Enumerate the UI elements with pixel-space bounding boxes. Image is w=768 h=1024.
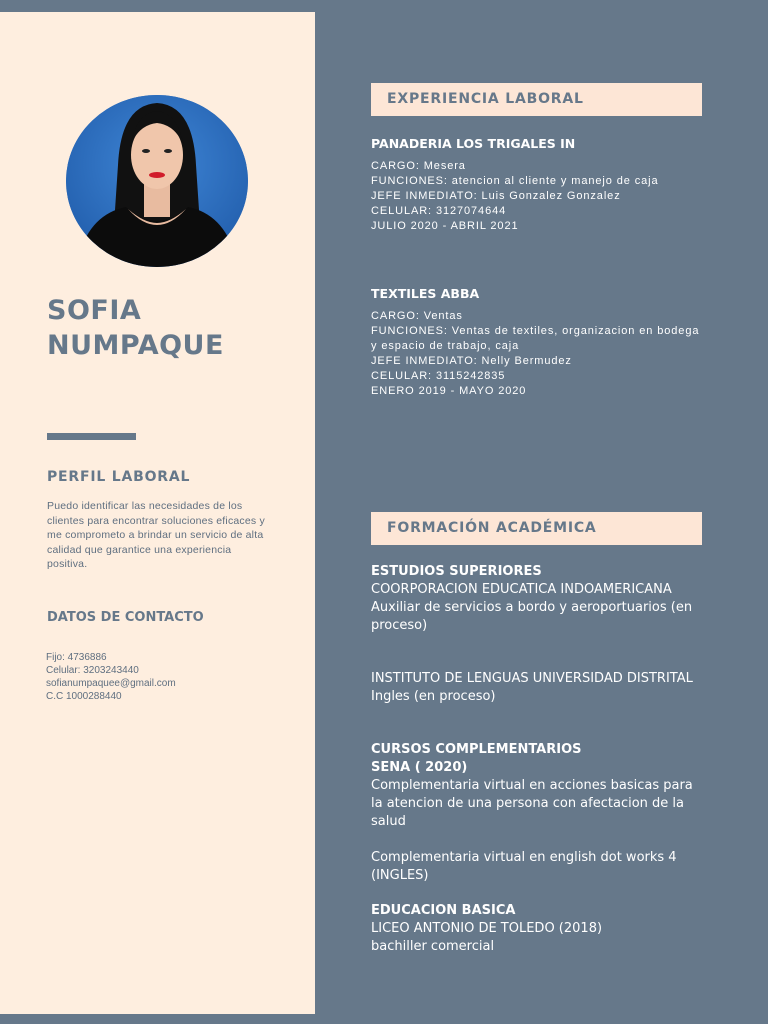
profile-text: Puedo identificar las necesidades de los clientes para encontrar soluciones eficaces y me comprometo a brindar un servicio de alta calidad que garantice una experiencia positiva. [47, 500, 265, 570]
contact-mobile: Celular: 3203243440 [46, 665, 139, 676]
contact-list [46, 651, 176, 703]
education-program: Auxiliar de servicios a bordo y aeroportuarios (en proceso) [371, 600, 693, 633]
education-institution: LICEO ANTONIO DE TOLEDO (2018) [371, 921, 603, 936]
profile-title: PERFIL LABORAL [47, 469, 191, 485]
job-phone: CELULAR: 3127074644 [371, 205, 507, 217]
education-languages [371, 670, 701, 706]
job-supervisor: JEFE INMEDIATO: Luis Gonzalez Gonzalez [371, 190, 621, 202]
experience-header: EXPERIENCIA LABORAL [371, 83, 702, 116]
job-company: PANADERIA LOS TRIGALES IN [371, 136, 576, 151]
education-courses [371, 741, 701, 885]
job-duties: FUNCIONES: atencion al cliente y manejo de caja [371, 175, 659, 187]
job-supervisor: JEFE INMEDIATO: Nelly Bermudez [371, 355, 572, 367]
job-company: TEXTILES ABBA [371, 286, 480, 301]
education-header: FORMACIÓN ACADÉMICA [371, 512, 702, 545]
education-institution: COORPORACION EDUCATICA INDOAMERICANA [371, 582, 672, 597]
job-entry [371, 135, 701, 234]
contact-email: sofianumpaquee@gmail.com [46, 678, 176, 689]
education-course: Complementaria virtual en english dot works 4 (INGLES) [371, 850, 677, 883]
education-heading: CURSOS COMPLEMENTARIOS [371, 742, 582, 757]
education-heading: ESTUDIOS SUPERIORES [371, 564, 542, 579]
education-institution: INSTITUTO DE LENGUAS UNIVERSIDAD DISTRITAL [371, 671, 693, 686]
job-phone: CELULAR: 3115242835 [371, 370, 506, 382]
education-institution: SENA ( 2020) [371, 760, 468, 775]
last-name: NUMPAQUE [47, 330, 224, 361]
contact-title: DATOS DE CONTACTO [47, 610, 204, 625]
profile-photo [66, 95, 248, 267]
job-period: JULIO 2020 - ABRIL 2021 [371, 220, 519, 232]
education-program: bachiller comercial [371, 939, 495, 954]
education-program: Ingles (en proceso) [371, 689, 496, 704]
contact-id: C.C 1000288440 [46, 691, 122, 702]
education-higher [371, 563, 701, 635]
candidate-name [47, 293, 224, 363]
job-duties: FUNCIONES: Ventas de textiles, organizacion en bodega y espacio de trabajo, caja [371, 325, 700, 352]
education-course: Complementaria virtual en acciones basicas para la atencion de una persona con afectacion de la salud [371, 778, 693, 829]
job-role: CARGO: Mesera [371, 160, 466, 172]
education-basic [371, 902, 701, 956]
education-heading: EDUCACION BASICA [371, 903, 516, 918]
first-name: SOFIA [47, 295, 142, 326]
contact-landline: Fijo: 4736886 [46, 652, 107, 663]
job-role: CARGO: Ventas [371, 310, 463, 322]
job-entry [371, 285, 701, 399]
job-period: ENERO 2019 - MAYO 2020 [371, 385, 527, 397]
name-divider [47, 433, 136, 440]
